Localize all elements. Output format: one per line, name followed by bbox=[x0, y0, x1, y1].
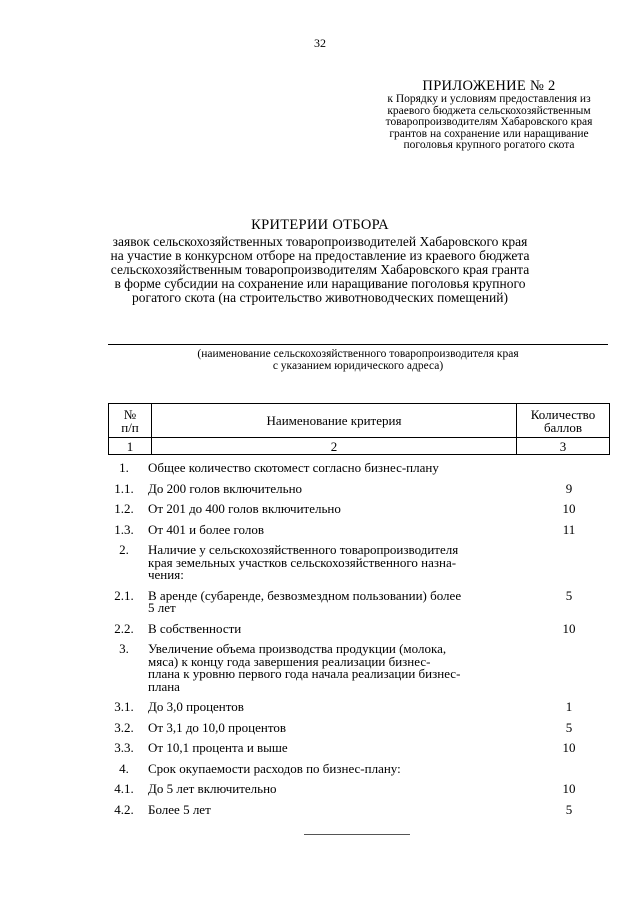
criteria-row bbox=[100, 742, 620, 755]
criterion-line: Срок окупаемости расходов по бизнес-плану: bbox=[148, 760, 401, 776]
criterion-line: Общее количество скотомест согласно бизнес-плану bbox=[148, 460, 439, 475]
header-number: № п/п bbox=[109, 404, 152, 438]
row-criterion-text bbox=[148, 742, 520, 755]
row-points: 10 bbox=[562, 781, 576, 796]
criterion-line: 5 лет bbox=[148, 600, 176, 615]
appendix-block bbox=[358, 78, 620, 152]
table-header-row bbox=[109, 404, 610, 438]
column-number: 3 bbox=[517, 438, 610, 455]
criteria-row bbox=[100, 462, 620, 475]
row-points: 11 bbox=[562, 521, 576, 537]
criterion-line: От 10,1 процента и выше bbox=[148, 740, 288, 755]
row-criterion-text bbox=[148, 643, 520, 693]
row-number: 4. bbox=[119, 760, 129, 776]
appendix-subtitle-line: товаропроизводителям Хабаровского края bbox=[385, 116, 593, 128]
row-criterion-text bbox=[148, 503, 520, 516]
row-criterion-text bbox=[148, 783, 520, 796]
row-criterion-text bbox=[148, 701, 520, 714]
row-number: 2.2. bbox=[114, 620, 134, 636]
criteria-sub-line: на участие в конкурсном отборе на предоставление из краевого бюджета bbox=[110, 248, 530, 263]
criterion-line: плана bbox=[148, 678, 180, 694]
criteria-row bbox=[100, 503, 620, 516]
producer-name-line bbox=[108, 344, 608, 345]
row-number: 3.3. bbox=[114, 740, 134, 755]
row-number: 1.3. bbox=[114, 521, 134, 537]
row-number: 2.1. bbox=[114, 587, 134, 603]
criterion-line: От 201 до 400 голов включительно bbox=[148, 501, 341, 516]
row-number: 1.2. bbox=[114, 501, 134, 516]
criteria-row bbox=[100, 480, 620, 496]
criterion-line: Увеличение объема производства продукции (молока, bbox=[148, 641, 447, 656]
row-points: 5 bbox=[565, 801, 573, 817]
row-number: 1. bbox=[119, 460, 129, 475]
criteria-row bbox=[100, 801, 620, 817]
caption-line: с указанием юридического адреса) bbox=[272, 360, 444, 372]
criteria-sub-line: в форме субсидии на сохранение или наращивание поголовья крупного bbox=[114, 276, 526, 291]
criterion-line: От 3,1 до 10,0 процентов bbox=[148, 719, 286, 735]
row-number: 3.1. bbox=[114, 699, 134, 714]
criteria-sub-line: сельскохозяйственным товаропроизводителям Хабаровского края гранта bbox=[110, 262, 530, 277]
row-criterion-text bbox=[148, 521, 520, 537]
column-number: 2 bbox=[152, 438, 517, 455]
criterion-line: Более 5 лет bbox=[148, 801, 211, 817]
criteria-row bbox=[100, 701, 620, 714]
criteria-row bbox=[100, 783, 620, 796]
criterion-line: В собственности bbox=[148, 620, 242, 636]
row-criterion-text bbox=[148, 760, 520, 776]
row-points: 10 bbox=[562, 740, 576, 755]
table-column-numbers bbox=[109, 438, 610, 455]
row-criterion-text bbox=[148, 480, 520, 496]
row-criterion-text bbox=[148, 719, 520, 735]
row-number: 4.1. bbox=[114, 781, 134, 796]
criterion-line: плана к уровню первого года начала реализации бизнес- bbox=[148, 666, 461, 681]
criteria-row bbox=[100, 521, 620, 537]
criteria-row bbox=[100, 643, 620, 693]
caption-line: (наименование сельскохозяйственного товаропроизводителя края bbox=[197, 348, 519, 360]
row-criterion-text bbox=[148, 801, 520, 817]
criterion-line: До 5 лет включительно bbox=[148, 781, 277, 796]
row-points bbox=[520, 643, 618, 693]
criteria-row bbox=[100, 719, 620, 735]
page-number: 32 bbox=[314, 36, 326, 50]
criteria-row bbox=[100, 620, 620, 636]
row-points: 9 bbox=[565, 480, 573, 496]
appendix-subtitle-line: поголовья крупного рогатого скота bbox=[403, 139, 575, 151]
appendix-subtitle-line: к Порядку и условиям предоставления из bbox=[387, 93, 591, 105]
row-number: 4.2. bbox=[114, 801, 134, 817]
footer-separator bbox=[304, 834, 410, 835]
row-number: 1.1. bbox=[114, 480, 134, 496]
criteria-row bbox=[100, 760, 620, 776]
row-criterion-text bbox=[148, 462, 520, 475]
appendix-subtitle-line: грантов на сохранение или наращивание bbox=[389, 127, 589, 140]
row-points bbox=[520, 462, 618, 475]
criteria-rows bbox=[100, 462, 620, 824]
criteria-row bbox=[100, 544, 620, 582]
row-points: 5 bbox=[565, 587, 573, 603]
criteria-heading: КРИТЕРИИ ОТБОРА bbox=[251, 217, 389, 233]
row-points: 10 bbox=[562, 501, 576, 516]
header-criterion: Наименование критерия bbox=[152, 404, 517, 438]
appendix-subtitle-line: краевого бюджета сельскохозяйственным bbox=[387, 104, 591, 117]
criterion-line: чения: bbox=[148, 567, 184, 582]
row-points bbox=[520, 544, 618, 582]
row-points: 5 bbox=[565, 719, 573, 735]
criterion-line: До 200 голов включительно bbox=[148, 480, 303, 496]
criterion-line: До 3,0 процентов bbox=[148, 699, 244, 714]
row-number: 2. bbox=[119, 542, 129, 557]
column-number: 1 bbox=[109, 438, 152, 455]
criteria-row bbox=[100, 587, 620, 615]
criteria-sub-line: заявок сельскохозяйственных товаропроизводителей Хабаровского края bbox=[112, 234, 528, 249]
producer-name-caption bbox=[108, 348, 608, 372]
row-criterion-text bbox=[148, 620, 520, 636]
criterion-line: В аренде (субаренде, безвозмездном пользовании) более bbox=[148, 587, 462, 603]
criteria-sub-line: рогатого скота (на строительство животноводческих помещений) bbox=[132, 290, 508, 305]
row-criterion-text bbox=[148, 587, 520, 615]
row-points: 1 bbox=[565, 699, 573, 714]
criterion-line: края земельных участков сельскохозяйственного назна- bbox=[148, 554, 457, 570]
row-criterion-text bbox=[148, 544, 520, 582]
criterion-line: мяса) к концу года завершения реализации бизнес- bbox=[148, 653, 431, 669]
row-points bbox=[520, 763, 618, 776]
row-number: 3. bbox=[119, 641, 129, 656]
row-number: 3.2. bbox=[114, 719, 134, 735]
appendix-title: ПРИЛОЖЕНИЕ № 2 bbox=[422, 78, 556, 94]
criteria-table-header bbox=[108, 403, 610, 455]
row-points: 10 bbox=[562, 620, 576, 636]
criteria-subheading bbox=[100, 235, 540, 305]
criterion-line: От 401 и более голов bbox=[148, 521, 264, 537]
criterion-line: Наличие у сельскохозяйственного товаропроизводителя bbox=[148, 542, 459, 557]
header-points: Количество баллов bbox=[517, 404, 610, 438]
